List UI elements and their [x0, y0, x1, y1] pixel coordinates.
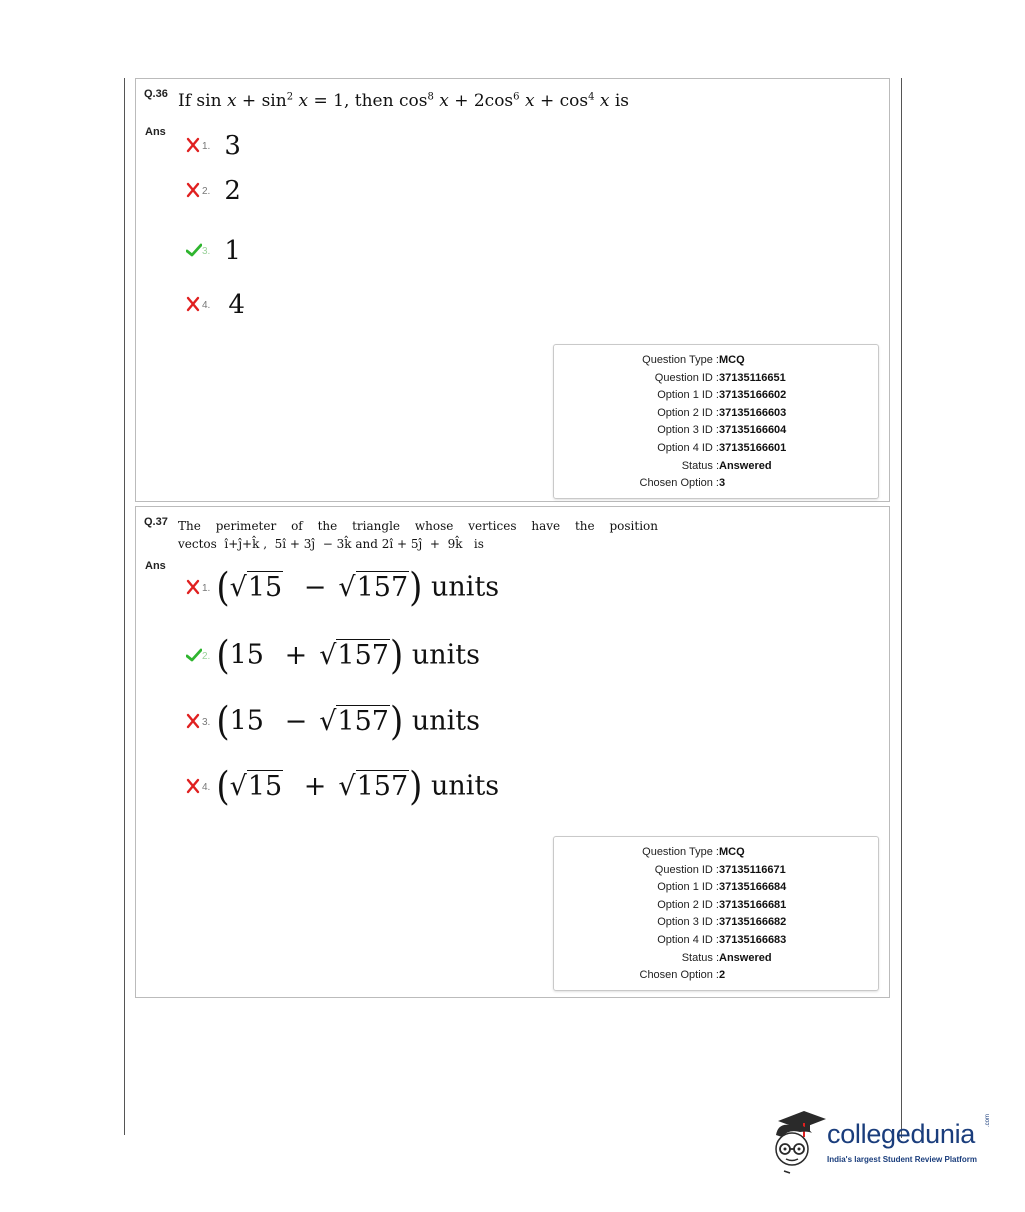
- option2-id-label: Option 2 ID :: [657, 407, 719, 419]
- question-id-value: 37135116671: [719, 864, 786, 876]
- status-label: Status :: [681, 952, 719, 964]
- question-info-panel: [553, 836, 879, 991]
- collegedunia-logo: [770, 1105, 1000, 1175]
- option-value: (√15 − √157) units: [216, 565, 500, 611]
- mascot-icon: [770, 1105, 826, 1175]
- option-value: 3: [224, 131, 241, 161]
- question-type-value: MCQ: [719, 846, 745, 858]
- question-info-panel: [553, 344, 879, 499]
- logo-domain-suffix: .com: [985, 1113, 991, 1127]
- option2-id-label: Option 2 ID :: [657, 899, 719, 911]
- question-type-label: Question Type :: [642, 354, 719, 366]
- option-1: 1. 3: [186, 131, 241, 161]
- option4-id-value: 37135166601: [719, 442, 787, 454]
- chosen-option-label: Chosen Option :: [639, 477, 719, 489]
- wrong-mark-icon: [186, 296, 200, 314]
- option-3: 3. (15 − √157) units: [186, 705, 480, 739]
- wrong-mark-icon: [186, 182, 200, 200]
- check-mark-icon: [186, 647, 200, 665]
- option1-id-value: 37135166602: [719, 389, 787, 401]
- status-value: Answered: [719, 952, 772, 964]
- question-number: Q.37: [144, 516, 168, 528]
- wrong-mark-icon: [186, 713, 200, 731]
- option-3: 3. 1: [186, 236, 241, 266]
- option4-id-value: 37135166683: [719, 934, 787, 946]
- question-block-36: [135, 78, 890, 502]
- option1-id-label: Option 1 ID :: [657, 881, 719, 893]
- question-id-value: 37135116651: [719, 372, 786, 384]
- option-2: 2. (15 + √157) units: [186, 639, 480, 673]
- left-page-rule: [124, 78, 125, 1135]
- option1-id-label: Option 1 ID :: [657, 389, 719, 401]
- option-4: 4. (√15 + √157) units: [186, 770, 499, 804]
- logo-tagline: India's largest Student Review Platform: [827, 1155, 977, 1164]
- ans-label: Ans: [145, 126, 166, 138]
- option2-id-value: 37135166681: [719, 899, 787, 911]
- status-label: Status :: [681, 460, 719, 472]
- question-number: Q.36: [144, 88, 168, 100]
- question-text-line1: The perimeter of the triangle whose vertices have the position: [178, 519, 658, 533]
- logo-wordmark: collegedunia: [827, 1119, 976, 1149]
- wrong-mark-icon: [186, 778, 200, 796]
- question-text: If $\sin x + \sin^2 x = 1$, then $\cos^8 x + 2\cos^6$ $x + \cos^4 x$ is: [178, 91, 630, 111]
- wrong-mark-icon: [186, 137, 200, 155]
- chosen-option-value: 3: [719, 477, 726, 489]
- question-block-37: [135, 506, 890, 998]
- question-id-label: Question ID :: [654, 864, 719, 876]
- option-value: (15 − √157) units: [216, 699, 480, 745]
- option2-id-value: 37135166603: [719, 407, 787, 419]
- question-text-line2: vectos î+ĵ+k̂ , 5î + 3ĵ − 3k̂ and 2î + 5ĵ + 9k̂ is: [178, 537, 484, 551]
- right-page-rule: [901, 78, 902, 1138]
- option-4: 4. 4: [186, 290, 245, 320]
- check-mark-icon: [186, 242, 200, 260]
- wrong-mark-icon: [186, 579, 200, 597]
- question-id-label: Question ID :: [654, 372, 719, 384]
- option1-id-value: 37135166684: [719, 881, 787, 893]
- ans-label: Ans: [145, 560, 166, 572]
- option3-id-value: 37135166682: [719, 916, 787, 928]
- status-value: Answered: [719, 460, 772, 472]
- question-type-value: MCQ: [719, 354, 745, 366]
- option-value: 2: [224, 176, 241, 206]
- option-value: 1: [224, 236, 241, 266]
- chosen-option-label: Chosen Option :: [639, 969, 719, 981]
- option-value: 4: [228, 290, 245, 320]
- option3-id-label: Option 3 ID :: [657, 916, 719, 928]
- option3-id-value: 37135166604: [719, 424, 787, 436]
- chosen-option-value: 2: [719, 969, 726, 981]
- option-value: (√15 + √157) units: [216, 764, 500, 810]
- option4-id-label: Option 4 ID :: [657, 934, 719, 946]
- option3-id-label: Option 3 ID :: [657, 424, 719, 436]
- question-type-label: Question Type :: [642, 846, 719, 858]
- option-1: 1. (√15 − √157) units: [186, 571, 499, 605]
- option-value: (15 + √157) units: [216, 633, 480, 679]
- option-2: 2. 2: [186, 176, 241, 206]
- option4-id-label: Option 4 ID :: [657, 442, 719, 454]
